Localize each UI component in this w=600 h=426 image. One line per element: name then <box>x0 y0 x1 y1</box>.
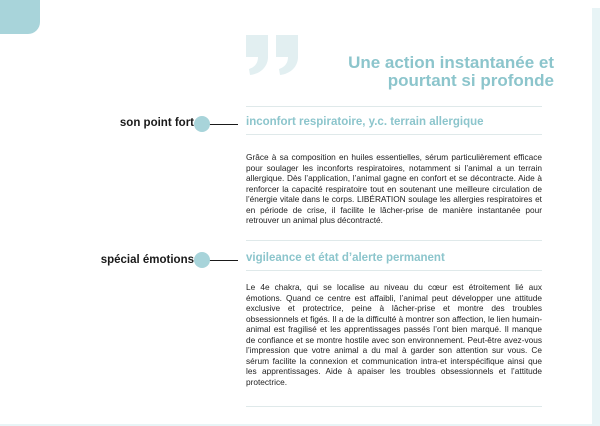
headline-line-1: Une action instantanée et <box>348 53 554 72</box>
page-edge-right <box>592 8 600 426</box>
section-title-1: inconfort respiratoire, y.c. terrain allergique <box>246 116 484 128</box>
section-dot-2 <box>194 252 210 268</box>
divider-top <box>246 106 542 107</box>
paragraph-1: Grâce à sa composition en huiles essentielles, sérum particulièrement efficace pour soulager les inconforts respiratoires, notamment si l’animal a un terrain allergique. Dès l’application, l’animal gagne en confort et se décontracte. Aide à renforcer la capacité respiratoire tout en soutenant une meilleure circulation de l’énergie vitale dans le corps. LIBÉRATION soulage les allergies respiratoires et en période de crise, il facilite le lâcher-prise de manière instantanée pour retrouver un animal plus décontracté. <box>246 152 542 225</box>
section-title-2: vigileance et état d’alerte permanent <box>246 252 445 264</box>
side-label-point-fort: son point fort <box>119 117 194 129</box>
quote-icon <box>242 33 304 77</box>
divider-2 <box>246 240 542 241</box>
side-label-emotions: spécial émotions <box>100 254 194 266</box>
headline-line-2: pourtant si profonde <box>387 71 554 90</box>
headline <box>314 54 554 90</box>
section-dot-1 <box>194 116 210 132</box>
divider-1 <box>246 134 542 135</box>
corner-tab <box>0 0 40 34</box>
divider-3 <box>246 270 542 271</box>
paragraph-2: Le 4e chakra, qui se localise au niveau du cœur est étroitement lié aux émotions. Quand ce centre est affaibli, l’animal peut développer une attitude exclusive et protectrice, peine à lâcher-prise et montre des troubles obsessionnels et figés. Il a de la difficulté à montrer son affection, le lien humain-animal est fragilisé et les apprentissages passés l’ont bien marqué. Il manque de confiance et se montre hostile avec son environnement. Peut-être avez-vous l’impression que votre animal a du mal à garder son attention sur vous. Ce sérum facilite la connexion et communication intra-et interspécifique ainsi que les apprentissages. Aide à apaiser les troubles obsessionnels et l’attitude protectrice. <box>246 282 542 387</box>
divider-bottom <box>246 406 542 407</box>
